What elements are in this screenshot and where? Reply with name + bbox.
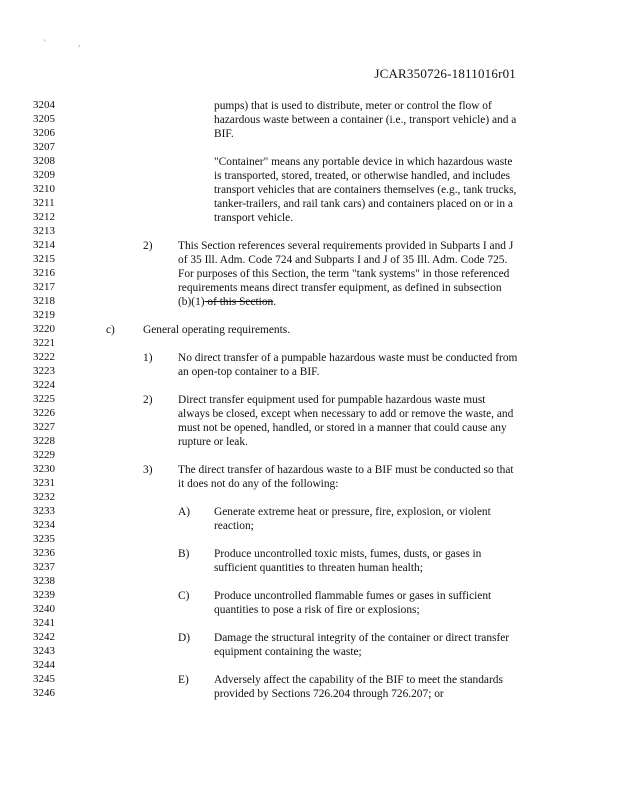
section-marker: c) [106,324,115,336]
text-line: is transported, stored, treated, or otherwise handled, and includes [214,170,511,182]
line-number: 3218 [33,295,55,307]
line-number: 3217 [33,281,55,293]
line-number: 3208 [33,155,55,167]
text-line: must not be opened, handled, or stored in a manner that could cause any [178,422,507,434]
line-number: 3204 [33,99,55,111]
text-line: provided by Sections 726.204 through 726.207; or [214,688,444,700]
item-marker: A) [178,506,191,518]
text-line: Adversely affect the capability of the BIF to meet the standards [214,674,503,686]
item-marker: E) [178,674,189,686]
section-heading: General operating requirements. [143,324,291,336]
line-number: 3212 [33,211,55,223]
text-line: Generate extreme heat or pressure, fire, explosion, or violent [214,506,491,518]
text-line: This Section references several requirements provided in Subparts I and J [178,240,514,252]
text-line: For purposes of this Section, the term "tank systems" in those referenced [178,268,510,280]
text-line [178,296,276,308]
subsection-marker: 1) [143,352,153,364]
text-fragment: (b)(1) [178,296,205,308]
line-number: 3231 [33,477,55,489]
line-number: 3209 [33,169,55,181]
line-number: 3222 [33,351,55,363]
line-number: 3242 [33,631,55,643]
line-number: 3228 [33,435,55,447]
line-number: 3233 [33,505,55,517]
line-number: 3224 [33,379,55,391]
line-number: 3230 [33,463,55,475]
line-number: 3238 [33,575,55,587]
line-number: 3227 [33,421,55,433]
document-id: JCAR350726-1811016r01 [374,66,516,81]
subsection-marker: 2) [143,240,153,252]
line-number: 3211 [33,197,55,209]
line-number: 3237 [33,561,55,573]
text-line: rupture or leak. [178,436,248,448]
text-line: an open-top container to a BIF. [178,366,320,378]
struck-text: of this Section [204,296,274,308]
text-line: always be closed, except when necessary to add or remove the waste, and [178,408,514,420]
line-number: 3232 [33,491,55,503]
text-line: Damage the structural integrity of the container or direct transfer [214,632,510,644]
line-number: 3244 [33,659,55,671]
line-number: 3226 [33,407,55,419]
line-number: 3206 [33,127,55,139]
line-number: 3210 [33,183,55,195]
line-number: 3245 [33,673,55,685]
line-number: 3241 [33,617,55,629]
line-number: 3240 [33,603,55,615]
line-number: 3207 [33,141,55,153]
subsection-marker: 2) [143,394,153,406]
text-line: of 35 Ill. Adm. Code 724 and Subparts I and J of 35 Ill. Adm. Code 725. [178,254,508,266]
line-number: 3236 [33,547,55,559]
text-line: Produce uncontrolled toxic mists, fumes, dusts, or gases in [214,548,482,560]
text-line: "Container" means any portable device in which hazardous waste [214,156,513,168]
text-line: it does not do any of the following: [178,478,339,490]
subsection-marker: 3) [143,464,153,476]
text-line: Produce uncontrolled flammable fumes or gases in sufficient [214,590,492,602]
text-line: sufficient quantities to threaten human health; [214,562,423,574]
line-number: 3229 [33,449,55,461]
item-marker: D) [178,632,191,644]
line-number: 3215 [33,253,55,265]
line-number: 3205 [33,113,55,125]
text-line: Direct transfer equipment used for pumpable hazardous waste must [178,394,486,406]
line-number: 3220 [33,323,55,335]
line-number: 3214 [33,239,55,251]
line-number: 3223 [33,365,55,377]
text-line: tanker-trailers, and rail tank cars) and containers placed on or in a [214,198,513,210]
line-number: 3216 [33,267,55,279]
text-line: transport vehicle. [214,212,294,224]
item-marker: B) [178,548,190,560]
text-line: quantities to pose a risk of fire or explosions; [214,604,420,616]
text-line: reaction; [214,520,254,532]
text-line: pumps) that is used to distribute, meter or control the flow of [214,100,492,112]
line-number: 3234 [33,519,55,531]
line-number: 3235 [33,533,55,545]
line-number: 3219 [33,309,55,321]
line-number: 3243 [33,645,55,657]
text-line: requirements means direct transfer equipment, as defined in subsection [178,282,502,294]
line-number: 3246 [33,687,55,699]
scan-mark: ' [44,38,46,48]
text-line: hazardous waste between a container (i.e., transport vehicle) and a [214,114,517,126]
item-marker: C) [178,590,190,602]
scan-mark: , [78,38,81,48]
text-line: No direct transfer of a pumpable hazardous waste must be conducted from [178,352,518,364]
line-number: 3221 [33,337,55,349]
line-number: 3239 [33,589,55,601]
text-line: transport vehicles that are containers themselves (e.g., tank trucks, [214,184,517,196]
text-line: The direct transfer of hazardous waste to a BIF must be conducted so that [178,464,514,476]
text-line: equipment containing the waste; [214,646,362,658]
line-number: 3225 [33,393,55,405]
text-fragment: . [273,296,277,308]
line-number: 3213 [33,225,55,237]
text-line: BIF. [214,128,234,140]
